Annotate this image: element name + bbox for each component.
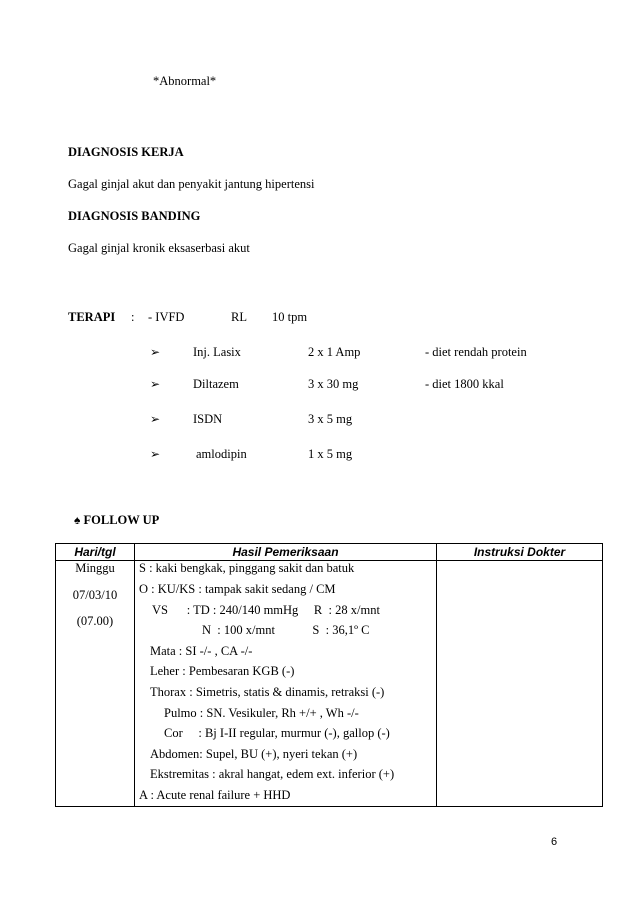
therapy-diet: - diet rendah protein	[425, 345, 527, 359]
ivfd-name: - IVFD	[148, 310, 185, 324]
assessment-line: A : Acute renal failure + HHD	[139, 787, 291, 802]
pulmo-line: Pulmo : SN. Vesikuler, Rh +/+ , Wh -/-	[164, 705, 359, 720]
ekstremitas-line: Ekstremitas : akral hangat, edem ext. inferior (+)	[150, 767, 395, 782]
results-cell	[135, 561, 437, 807]
vital-signs-line: VS : TD : 240/140 mmHg R : 28 x/mnt	[152, 602, 380, 617]
day-text: Minggu	[75, 561, 115, 575]
ivfd-rate: 10 tpm	[272, 310, 308, 324]
diagnosis-kerja-heading: DIAGNOSIS KERJA	[68, 145, 184, 159]
ivfd-type: RL	[231, 310, 247, 324]
therapy-dose: 3 x 5 mg	[308, 412, 353, 426]
date-cell	[56, 561, 135, 807]
therapy-dose: 2 x 1 Amp	[308, 345, 361, 359]
therapy-dose: 3 x 30 mg	[308, 377, 359, 391]
date-text: 07/03/10	[72, 587, 118, 602]
arrow-bullet-icon: ➢	[150, 345, 161, 359]
diagnosis-banding-text: Gagal ginjal kronik eksaserbasi akut	[68, 241, 250, 255]
therapy-diet: - diet 1800 kkal	[425, 377, 504, 391]
time-text: (07.00)	[76, 614, 114, 629]
arrow-bullet-icon: ➢	[150, 447, 161, 461]
table-header-row	[56, 544, 603, 561]
follow-up-heading-text: FOLLOW UP	[83, 513, 160, 527]
diagnosis-kerja-text: Gagal ginjal akut dan penyakit jantung hipertensi	[68, 177, 315, 191]
therapy-dose: 1 x 5 mg	[308, 447, 353, 461]
terapi-label: TERAPI	[68, 310, 116, 324]
subjective-line: S : kaki bengkak, pinggang sakit dan batuk	[139, 561, 355, 575]
therapy-drug: Inj. Lasix	[193, 345, 241, 359]
table-row	[56, 561, 603, 807]
spade-icon: ♠	[74, 513, 81, 527]
arrow-bullet-icon: ➢	[150, 377, 161, 391]
diagnosis-banding-heading: DIAGNOSIS BANDING	[68, 209, 201, 223]
thorax-line: Thorax : Simetris, statis & dinamis, retraksi (-)	[150, 684, 385, 699]
therapy-drug: amlodipin	[196, 447, 247, 461]
therapy-drug: Diltazem	[193, 377, 239, 391]
vital-signs-line-2: N : 100 x/mnt S : 36,1º C	[202, 623, 370, 638]
instructions-cell	[437, 561, 603, 807]
follow-up-table	[55, 543, 603, 807]
arrow-bullet-icon: ➢	[150, 412, 161, 426]
leher-line: Leher : Pembesaran KGB (-)	[150, 664, 295, 679]
column-header-results: Hasil Pemeriksaan	[135, 544, 437, 561]
column-header-instructions: Instruksi Dokter	[437, 544, 603, 561]
page-number: 6	[551, 836, 558, 848]
abdomen-line: Abdomen: Supel, BU (+), nyeri tekan (+)	[150, 746, 358, 761]
therapy-drug: ISDN	[193, 412, 223, 426]
objective-line: O : KU/KS : tampak sakit sedang / CM	[139, 582, 336, 596]
cor-line: Cor : Bj I-II regular, murmur (-), gallop (-)	[164, 726, 390, 741]
abnormal-note: *Abnormal*	[153, 74, 217, 88]
column-header-date: Hari/tgl	[56, 544, 135, 561]
terapi-colon: :	[131, 310, 135, 324]
mata-line: Mata : SI -/- , CA -/-	[150, 643, 253, 658]
follow-up-heading	[74, 513, 159, 528]
